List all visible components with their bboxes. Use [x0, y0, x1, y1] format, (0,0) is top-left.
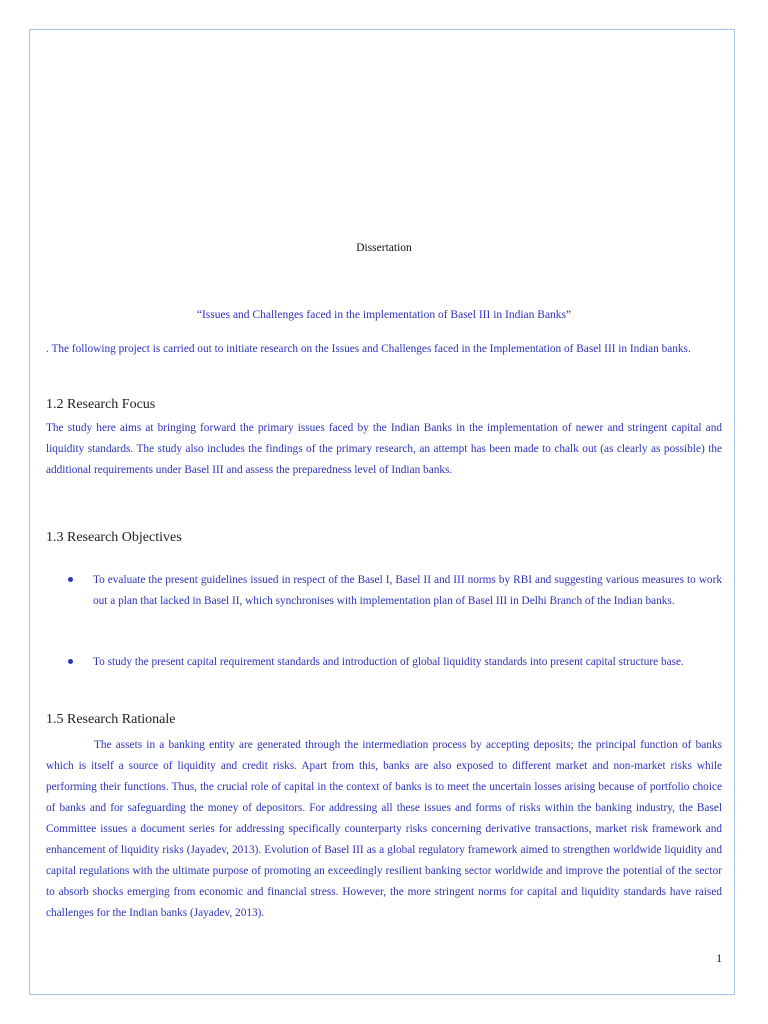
- research-rationale-paragraph: The assets in a banking entity are generated through the intermediation process by accepting deposits; the principal function of banks which is itself a source of liquidity and credit risks. Apart from this, banks are also exposed to different market and non-market risks while performing their functions. Thus, the crucial role of capital in the context of banks is to meet the uncertain losses arising because of portfolio choice of banks and for safeguarding the money of depositors. For addressing all these issues and forms of risks within the banking industry, the Basel Committee issues a document series for addressing specifically counterparty risks concerning derivative transactions, market risk framework and enhancement of liquidity risks (Jayadev, 2013). Evolution of Basel III as a global regulatory framework aimed to strengthen worldwide liquidity and capital regulations with the ultimate purpose of promoting an exceedingly resilient banking sector worldwide and improve the potential of the sector to absorb shocks emerging from economic and financial stress. However, the more stringent norms for capital and liquidity standards have raised challenges for the Indian banks (Jayadev, 2013).: [46, 739, 722, 919]
- research-focus-paragraph: The study here aims at bringing forward the primary issues faced by the Indian Banks in the implementation of newer and stringent capital and liquidity standards. The study also includes the findings of the primary research, an attempt has been made to chalk out (as clearly as possible) the additional requirements under Basel III and assess the preparedness level of Indian banks.: [46, 422, 722, 476]
- document-subtitle: “Issues and Challenges faced in the implementation of Basel III in Indian Banks”: [196, 309, 572, 321]
- bullet-icon: [68, 659, 73, 664]
- objective-text: To study the present capital requirement standards and introduction of global liquidity standards into present capital structure base.: [93, 656, 684, 668]
- bullet-icon: [68, 577, 73, 582]
- section-heading-research-rationale: 1.5 Research Rationale: [46, 712, 176, 727]
- document-title: Dissertation: [356, 242, 412, 254]
- section-heading-research-objectives: 1.3 Research Objectives: [46, 530, 182, 545]
- page-number: 1: [716, 953, 722, 965]
- section-heading-research-focus: 1.2 Research Focus: [46, 397, 156, 412]
- objective-text: To evaluate the present guidelines issued in respect of the Basel I, Basel II and III norms by RBI and suggesting various measures to work out a plan that lacked in Basel II, which synchronises with implementation plan of Basel III in Delhi Branch of the Indian banks.: [93, 574, 722, 607]
- intro-paragraph: . The following project is carried out to initiate research on the Issues and Challenges faced in the Implementation of Basel III in Indian banks.: [46, 343, 691, 355]
